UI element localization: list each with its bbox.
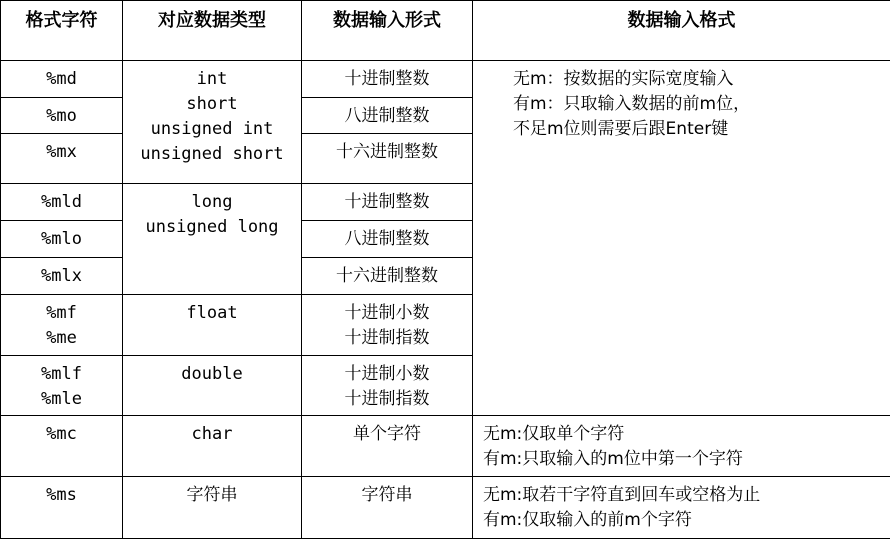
form-cell: 八进制整数 — [302, 221, 473, 258]
table-row — [1, 477, 890, 539]
char-description-cell — [473, 416, 890, 477]
form-cell — [302, 295, 473, 356]
type-cell: float — [123, 295, 302, 356]
form-cell: 单个字符 — [302, 416, 473, 477]
description-line: 有m:只取输入的m位中第一个字符 — [483, 449, 743, 469]
table-row — [1, 416, 890, 477]
type-line: short — [186, 94, 238, 114]
format-cell: %mx — [1, 134, 123, 184]
form-cell: 八进制整数 — [302, 98, 473, 134]
description-line: 无m：按数据的实际宽度输入 — [513, 69, 734, 89]
header-input-form: 数据输入形式 — [302, 1, 473, 61]
header-data-type: 对应数据类型 — [123, 1, 302, 61]
form-cell — [302, 356, 473, 416]
form-cell: 十进制整数 — [302, 184, 473, 221]
description-line: 有m：只取输入数据的前m位， — [513, 94, 751, 114]
form-cell: 十六进制整数 — [302, 258, 473, 295]
form-cell: 字符串 — [302, 477, 473, 539]
form-line: 十进制小数 — [344, 303, 430, 323]
type-cell: 字符串 — [123, 477, 302, 539]
form-line: 十进制指数 — [344, 389, 430, 409]
type-line: unsigned long — [145, 217, 279, 237]
form-cell: 十进制整数 — [302, 61, 473, 98]
format-cell — [1, 356, 123, 416]
format-cell — [1, 295, 123, 356]
format-line: %mf — [46, 303, 77, 323]
format-line: %me — [46, 328, 77, 348]
format-cell: %md — [1, 61, 123, 98]
format-cell: %ms — [1, 477, 123, 539]
format-cell: %mo — [1, 98, 123, 134]
form-line: 十进制小数 — [344, 364, 430, 384]
format-cell: %mlo — [1, 221, 123, 258]
format-cell: %mld — [1, 184, 123, 221]
header-format-char: 格式字符 — [1, 1, 123, 61]
type-line: int — [196, 69, 228, 89]
description-line: 无m:仅取单个字符 — [483, 424, 625, 444]
header-input-format: 数据输入格式 — [473, 1, 890, 61]
type-cell-long-group — [123, 184, 302, 295]
format-line: %mlf — [41, 364, 82, 384]
type-line: unsigned int — [150, 119, 274, 139]
description-line: 无m:取若干字符直到回车或空格为止 — [483, 485, 761, 505]
form-cell: 十六进制整数 — [302, 134, 473, 184]
header-row — [1, 1, 890, 61]
type-line: unsigned short — [140, 144, 284, 164]
description-line: 有m:仅取输入的前m个字符 — [483, 510, 692, 530]
type-cell-int-group — [123, 61, 302, 184]
format-cell: %mc — [1, 416, 123, 477]
format-cell: %mlx — [1, 258, 123, 295]
description-line: 不足m位则需要后跟Enter键 — [513, 119, 729, 139]
numeric-description-cell — [473, 61, 890, 416]
format-line: %mle — [41, 389, 82, 409]
table-row — [1, 61, 890, 98]
string-description-cell — [473, 477, 890, 539]
type-cell: double — [123, 356, 302, 416]
form-line: 十进制指数 — [344, 328, 430, 348]
type-cell: char — [123, 416, 302, 477]
type-line: long — [191, 192, 233, 212]
